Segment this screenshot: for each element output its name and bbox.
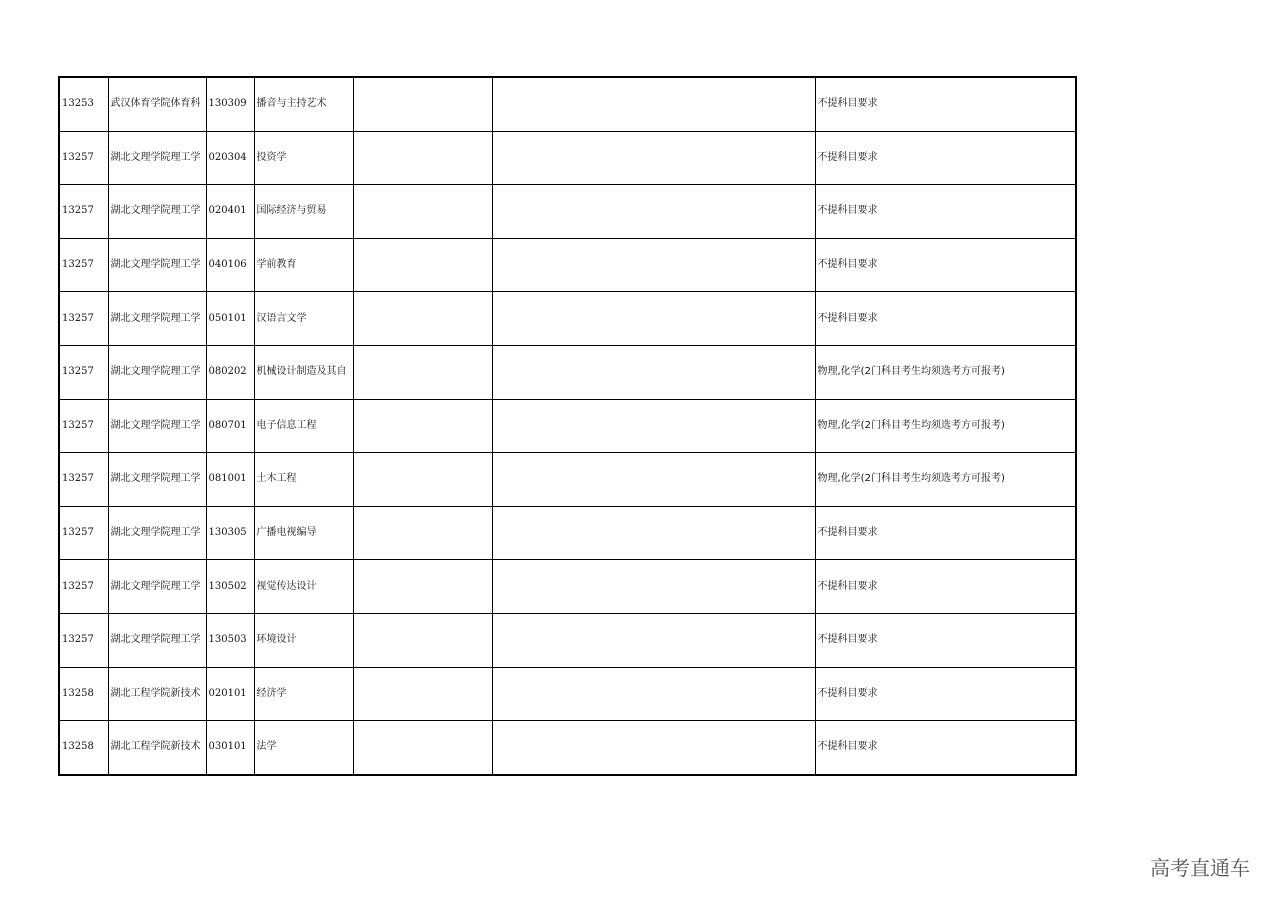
school-code-cell: 13258 [59, 667, 108, 721]
major-code-cell: 081001 [206, 453, 254, 507]
school-name-cell: 湖北文理学院理工学 [108, 345, 206, 399]
school-code-cell: 13253 [59, 77, 108, 131]
school-name-cell: 武汉体育学院体育科 [108, 77, 206, 131]
school-name-cell: 湖北文理学院理工学 [108, 399, 206, 453]
table-row [59, 399, 1076, 453]
blank-cell-b [492, 506, 815, 560]
subject-requirement-cell: 不提科目要求 [815, 506, 1076, 560]
subject-requirement-cell: 不提科目要求 [815, 77, 1076, 131]
blank-cell-b [492, 667, 815, 721]
major-name-cell: 法学 [254, 721, 353, 775]
major-code-cell: 130503 [206, 613, 254, 667]
blank-cell-b [492, 131, 815, 185]
school-name-cell: 湖北文理学院理工学 [108, 613, 206, 667]
blank-cell-a [353, 453, 492, 507]
major-code-cell: 020401 [206, 185, 254, 239]
subject-requirement-cell: 不提科目要求 [815, 238, 1076, 292]
subject-requirement-cell: 不提科目要求 [815, 721, 1076, 775]
blank-cell-b [492, 721, 815, 775]
major-code-cell: 130309 [206, 77, 254, 131]
table-row [59, 453, 1076, 507]
school-code-cell: 13257 [59, 506, 108, 560]
major-name-cell: 土木工程 [254, 453, 353, 507]
blank-cell-a [353, 345, 492, 399]
table-row [59, 345, 1076, 399]
blank-cell-b [492, 292, 815, 346]
school-code-cell: 13257 [59, 345, 108, 399]
blank-cell-b [492, 613, 815, 667]
major-code-cell: 130502 [206, 560, 254, 614]
table-row [59, 77, 1076, 131]
blank-cell-b [492, 399, 815, 453]
blank-cell-b [492, 185, 815, 239]
school-name-cell: 湖北文理学院理工学 [108, 292, 206, 346]
table-row [59, 613, 1076, 667]
subject-requirement-cell: 不提科目要求 [815, 667, 1076, 721]
major-name-cell: 投资学 [254, 131, 353, 185]
major-code-cell: 050101 [206, 292, 254, 346]
school-code-cell: 13258 [59, 721, 108, 775]
subject-requirement-cell: 不提科目要求 [815, 185, 1076, 239]
subject-requirement-cell: 不提科目要求 [815, 292, 1076, 346]
table-row [59, 506, 1076, 560]
major-name-cell: 播音与主持艺术 [254, 77, 353, 131]
watermark-text: 高考直通车 [1150, 856, 1250, 880]
table-body [59, 77, 1076, 775]
school-code-cell: 13257 [59, 238, 108, 292]
table-row [59, 560, 1076, 614]
school-name-cell: 湖北工程学院新技术 [108, 721, 206, 775]
subject-requirement-cell: 不提科目要求 [815, 131, 1076, 185]
major-code-cell: 040106 [206, 238, 254, 292]
subject-requirement-cell: 物理,化学(2门科目考生均须选考方可报考) [815, 399, 1076, 453]
major-code-cell: 020101 [206, 667, 254, 721]
blank-cell-b [492, 77, 815, 131]
major-code-cell: 020304 [206, 131, 254, 185]
major-name-cell: 广播电视编导 [254, 506, 353, 560]
blank-cell-b [492, 560, 815, 614]
school-code-cell: 13257 [59, 292, 108, 346]
school-code-cell: 13257 [59, 453, 108, 507]
school-name-cell: 湖北文理学院理工学 [108, 506, 206, 560]
subject-requirement-cell: 不提科目要求 [815, 560, 1076, 614]
table-row [59, 185, 1076, 239]
major-name-cell: 环境设计 [254, 613, 353, 667]
school-name-cell: 湖北工程学院新技术 [108, 667, 206, 721]
major-name-cell: 视觉传达设计 [254, 560, 353, 614]
table-row [59, 131, 1076, 185]
blank-cell-a [353, 292, 492, 346]
subject-requirement-cell: 物理,化学(2门科目考生均须选考方可报考) [815, 345, 1076, 399]
school-name-cell: 湖北文理学院理工学 [108, 238, 206, 292]
major-name-cell: 学前教育 [254, 238, 353, 292]
school-code-cell: 13257 [59, 560, 108, 614]
school-name-cell: 湖北文理学院理工学 [108, 185, 206, 239]
school-code-cell: 13257 [59, 131, 108, 185]
blank-cell-a [353, 667, 492, 721]
table-row [59, 238, 1076, 292]
blank-cell-a [353, 721, 492, 775]
major-name-cell: 国际经济与贸易 [254, 185, 353, 239]
blank-cell-a [353, 613, 492, 667]
blank-cell-a [353, 238, 492, 292]
subject-requirements-table [58, 76, 1077, 776]
blank-cell-a [353, 399, 492, 453]
major-code-cell: 080202 [206, 345, 254, 399]
blank-cell-b [492, 238, 815, 292]
table-row [59, 292, 1076, 346]
school-code-cell: 13257 [59, 613, 108, 667]
table-row [59, 721, 1076, 775]
major-name-cell: 汉语言文学 [254, 292, 353, 346]
subject-requirement-cell: 物理,化学(2门科目考生均须选考方可报考) [815, 453, 1076, 507]
major-code-cell: 080701 [206, 399, 254, 453]
major-name-cell: 机械设计制造及其自 [254, 345, 353, 399]
blank-cell-a [353, 506, 492, 560]
major-name-cell: 电子信息工程 [254, 399, 353, 453]
blank-cell-a [353, 560, 492, 614]
blank-cell-a [353, 131, 492, 185]
subject-requirement-cell: 不提科目要求 [815, 613, 1076, 667]
blank-cell-b [492, 453, 815, 507]
school-name-cell: 湖北文理学院理工学 [108, 131, 206, 185]
school-code-cell: 13257 [59, 399, 108, 453]
school-name-cell: 湖北文理学院理工学 [108, 560, 206, 614]
blank-cell-b [492, 345, 815, 399]
major-name-cell: 经济学 [254, 667, 353, 721]
blank-cell-a [353, 185, 492, 239]
blank-cell-a [353, 77, 492, 131]
major-code-cell: 030101 [206, 721, 254, 775]
school-name-cell: 湖北文理学院理工学 [108, 453, 206, 507]
school-code-cell: 13257 [59, 185, 108, 239]
major-code-cell: 130305 [206, 506, 254, 560]
table-row [59, 667, 1076, 721]
